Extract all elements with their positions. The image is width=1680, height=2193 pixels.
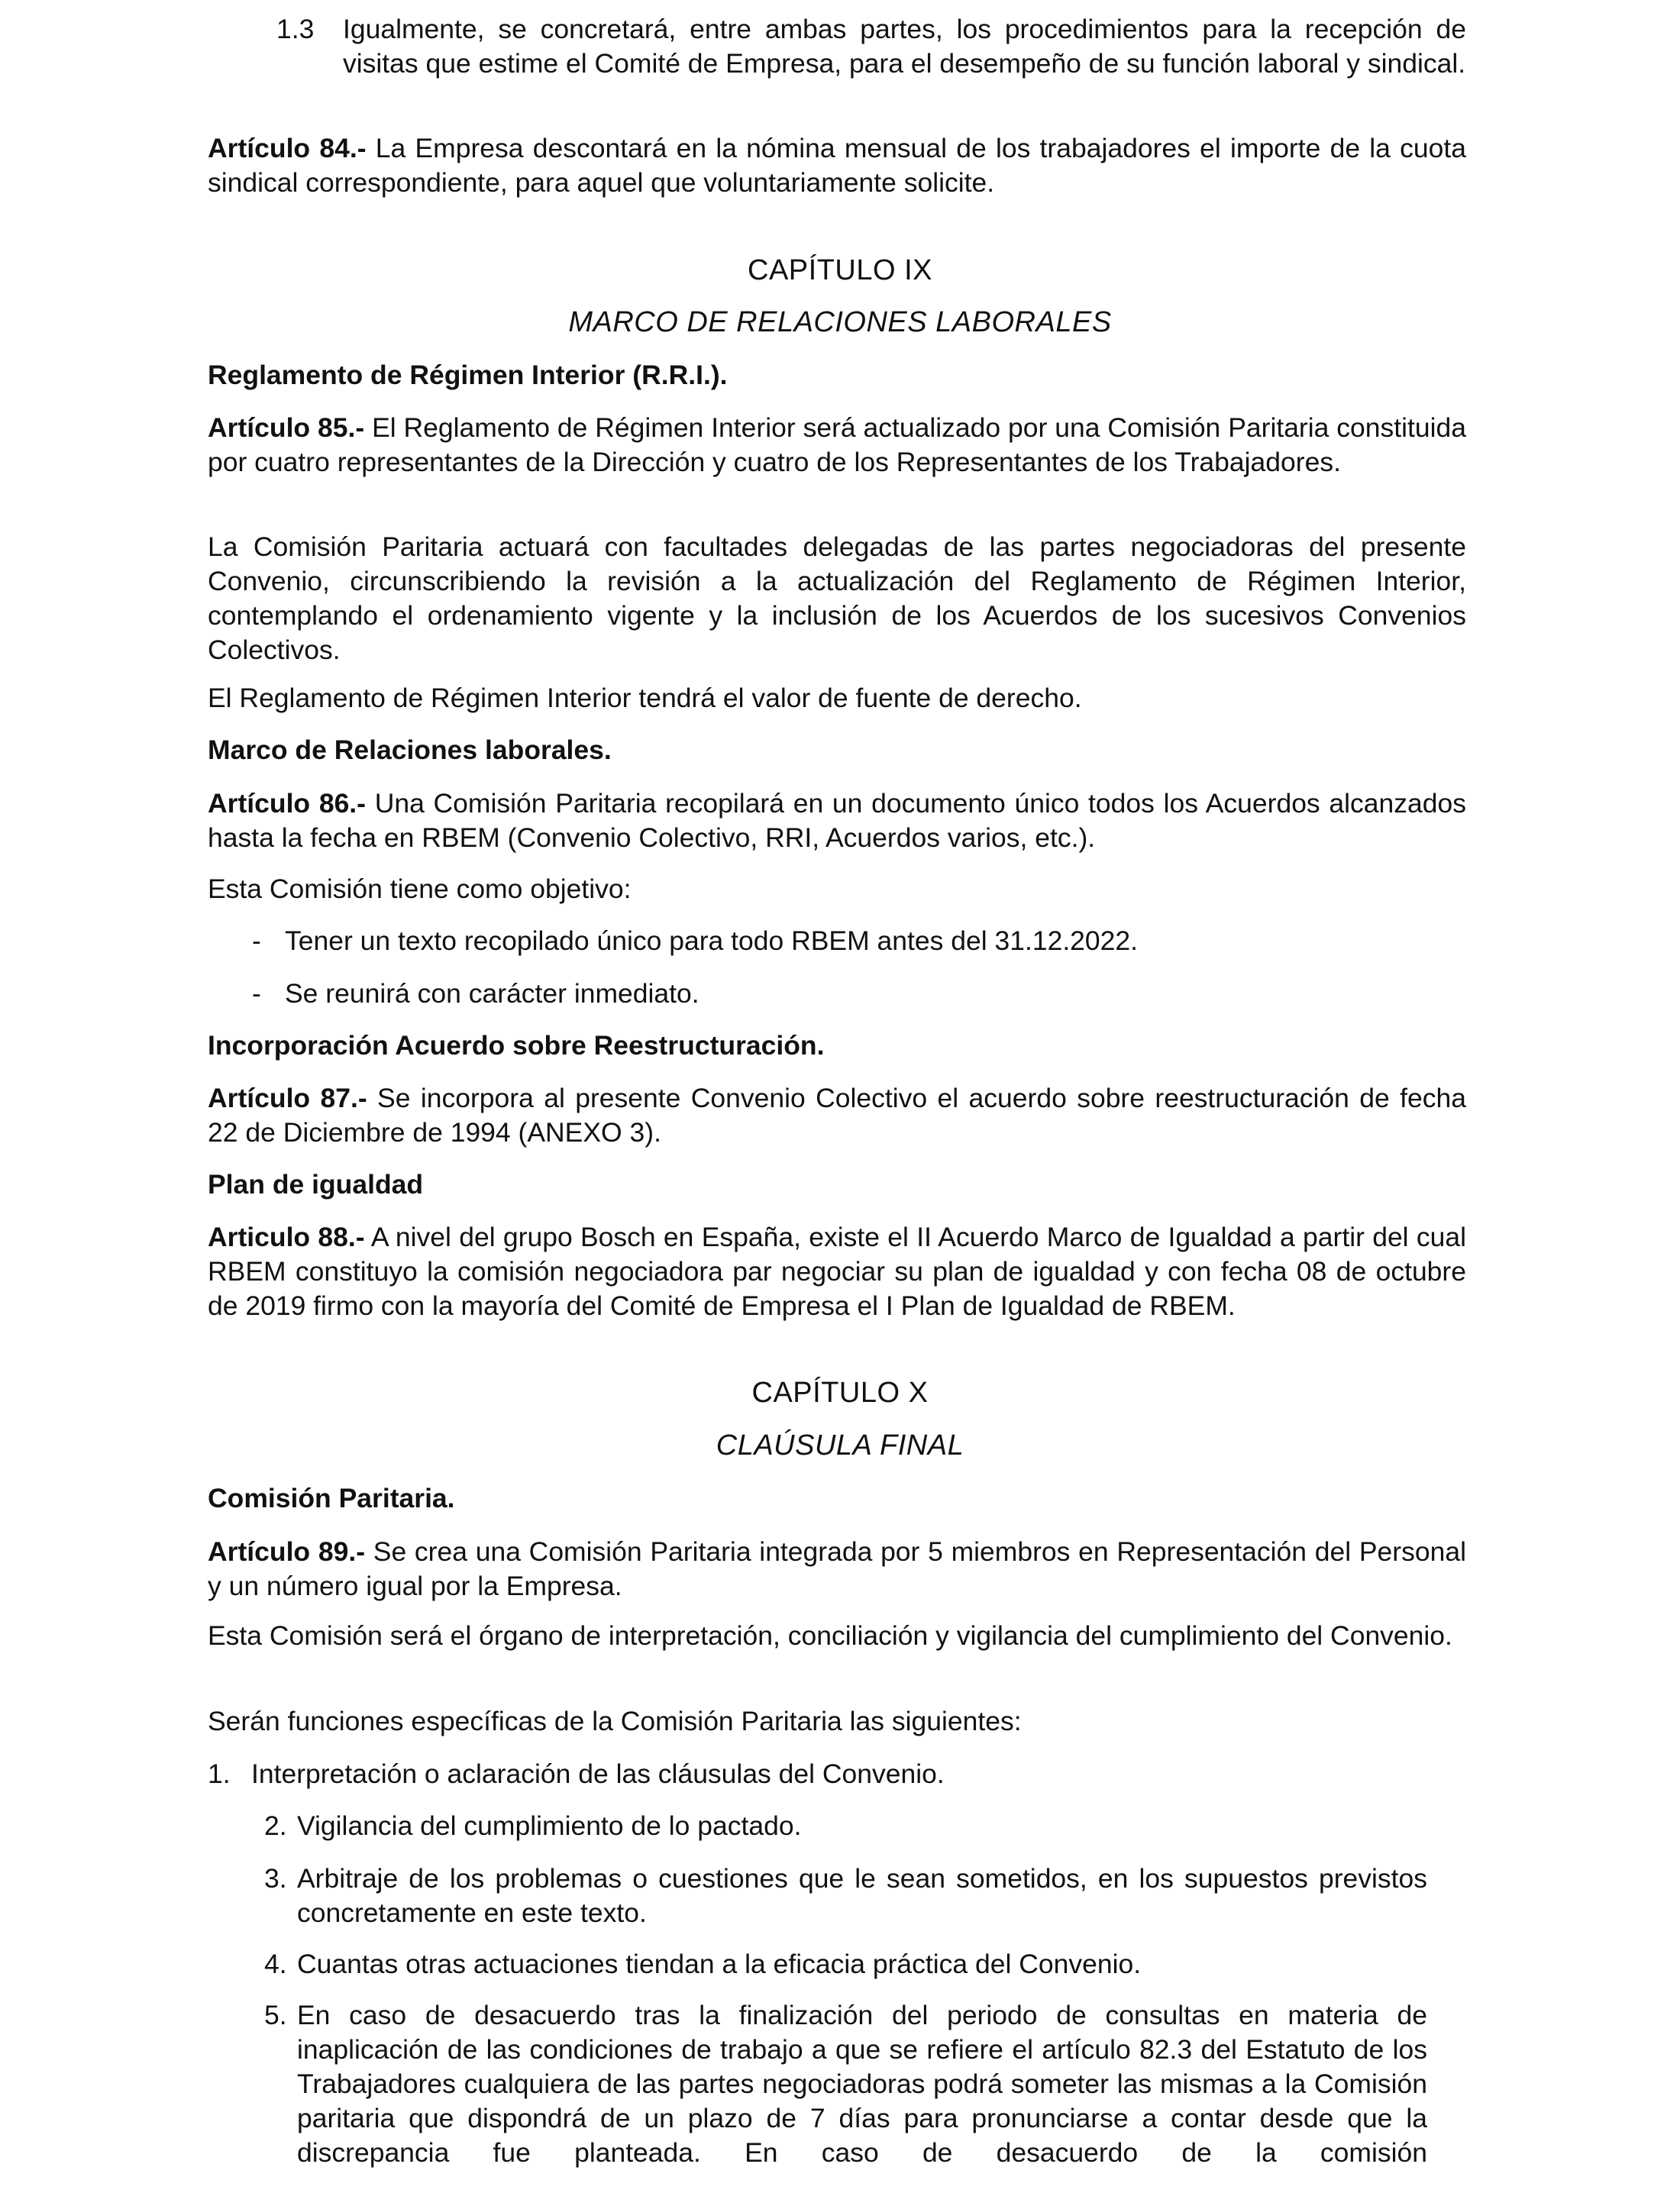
- article-89-text: Se crea una Comisión Paritaria integrada por 5 miembros en Representación del Personal y un número igual por la Empresa.: [208, 1536, 1466, 1601]
- article-87: [208, 1081, 1466, 1150]
- article-86: [208, 786, 1466, 855]
- list-item: Vigilancia del cumplimiento de lo pactado.: [297, 1810, 802, 1841]
- paragraph-objetivo: Esta Comisión tiene como objetivo:: [208, 874, 632, 904]
- chapter-9-subtitle: MARCO DE RELACIONES LABORALES: [568, 306, 1112, 338]
- article-89-label: Artículo 89.-: [208, 1536, 366, 1567]
- article-86-text: Una Comisión Paritaria recopilará en un documento único todos los Acuerdos alcanzados hasta la fecha en RBEM (Convenio Colectivo, RRI, Acuerdos varios, etc.).: [208, 788, 1466, 853]
- list-dash: -: [252, 978, 261, 1009]
- paragraph-funciones: Serán funciones específicas de la Comisión Paritaria las siguientes:: [208, 1706, 1022, 1736]
- article-84-text: La Empresa descontará en la nómina mensual de los trabajadores el importe de la cuota sindical correspondiente, para aquel que voluntariamente solicite.: [208, 133, 1466, 198]
- list-item: Cuantas otras actuaciones tiendan a la eficacia práctica del Convenio.: [297, 1949, 1142, 1979]
- heading-rri: Reglamento de Régimen Interior (R.R.I.).: [208, 360, 728, 390]
- article-87-text: Se incorpora al presente Convenio Colectivo el acuerdo sobre reestructuración de fecha 22 de Diciembre de 1994 (ANEXO 3).: [208, 1083, 1466, 1148]
- heading-igualdad: Plan de igualdad: [208, 1169, 424, 1200]
- article-85-text: El Reglamento de Régimen Interior será actualizado por una Comisión Paritaria constituida por cuatro representantes de la Dirección y cuatro de los Representantes de los Trabajadores.: [208, 412, 1466, 477]
- article-88: [208, 1220, 1466, 1323]
- article-89: [208, 1535, 1466, 1604]
- article-88-text: A nivel del grupo Bosch en España, existe el II Acuerdo Marco de Igualdad a partir del cual RBEM constituyo la comisión negociadora par negociar su plan de igualdad y con fecha 08 de octubre de 2019 firmo con la mayoría del Comité de Empresa el I Plan de Igualdad de RBEM.: [208, 1222, 1466, 1321]
- chapter-9-title: CAPÍTULO IX: [748, 254, 932, 286]
- list-item: Arbitraje de los problemas o cuestiones que le sean sometidos, en los supuestos previstos concretamente en este texto.: [297, 1863, 1427, 1928]
- chapter-10-subtitle: CLAÚSULA FINAL: [716, 1429, 964, 1461]
- article-84-label: Artículo 84.-: [208, 133, 367, 163]
- list-number: 5.: [264, 2000, 287, 2030]
- heading-marco: Marco de Relaciones laborales.: [208, 735, 612, 765]
- list-number: 3.: [264, 1863, 287, 1894]
- item-1-3-text: Igualmente, se concretará, entre ambas partes, los procedimientos para la recepción de visitas que estime el Comité de Empresa, para el desempeño de su función laboral y sindical.: [343, 14, 1466, 79]
- article-88-label: Articulo 88.-: [208, 1222, 365, 1252]
- list-number: 2.: [264, 1810, 287, 1841]
- list-item: Tener un texto recopilado único para todo RBEM antes del 31.12.2022.: [285, 925, 1139, 956]
- heading-reestructuracion: Incorporación Acuerdo sobre Reestructuración.: [208, 1030, 825, 1061]
- list-item: Se reunirá con carácter inmediato.: [285, 978, 699, 1009]
- list-item: Interpretación o aclaración de las cláusulas del Convenio.: [251, 1759, 945, 1789]
- article-87-label: Artículo 87.-: [208, 1083, 367, 1113]
- paragraph-comision-paritaria: La Comisión Paritaria actuará con facultades delegadas de las partes negociadoras del presente Convenio, circunscribiendo la revisión a la actualización del Reglamento de Régimen Interior, contemplando el ordenamiento vigente y la inclusión de los Acuerdos de los sucesivos Convenios Colectivos.: [208, 531, 1466, 665]
- item-number: 1.3: [276, 14, 315, 44]
- article-84: [208, 131, 1466, 200]
- list-number: 4.: [264, 1949, 287, 1979]
- paragraph-organo: Esta Comisión será el órgano de interpretación, conciliación y vigilancia del cumplimiento del Convenio.: [208, 1620, 1452, 1651]
- list-item: En caso de desacuerdo tras la finalización del periodo de consultas en materia de inaplicación de las condiciones de trabajo a que se refiere el artículo 82.3 del Estatuto de los Trabajadores cualquiera de las partes negociadoras podrá someter las mismas a la Comisión paritaria que dispondrá de un plazo de 7 días para pronunciarse a contar desde que la discrepancia fue planteada. En caso de desacuerdo de la comisión: [297, 2000, 1427, 2168]
- list-number: 1.: [208, 1759, 231, 1789]
- chapter-10-title: CAPÍTULO X: [751, 1377, 929, 1409]
- article-85-label: Artículo 85.-: [208, 412, 365, 443]
- article-85: [208, 411, 1466, 480]
- heading-comision: Comisión Paritaria.: [208, 1483, 455, 1513]
- list-dash: -: [252, 925, 261, 956]
- article-86-label: Artículo 86.-: [208, 788, 366, 819]
- paragraph-fuente-derecho: El Reglamento de Régimen Interior tendrá el valor de fuente de derecho.: [208, 683, 1082, 713]
